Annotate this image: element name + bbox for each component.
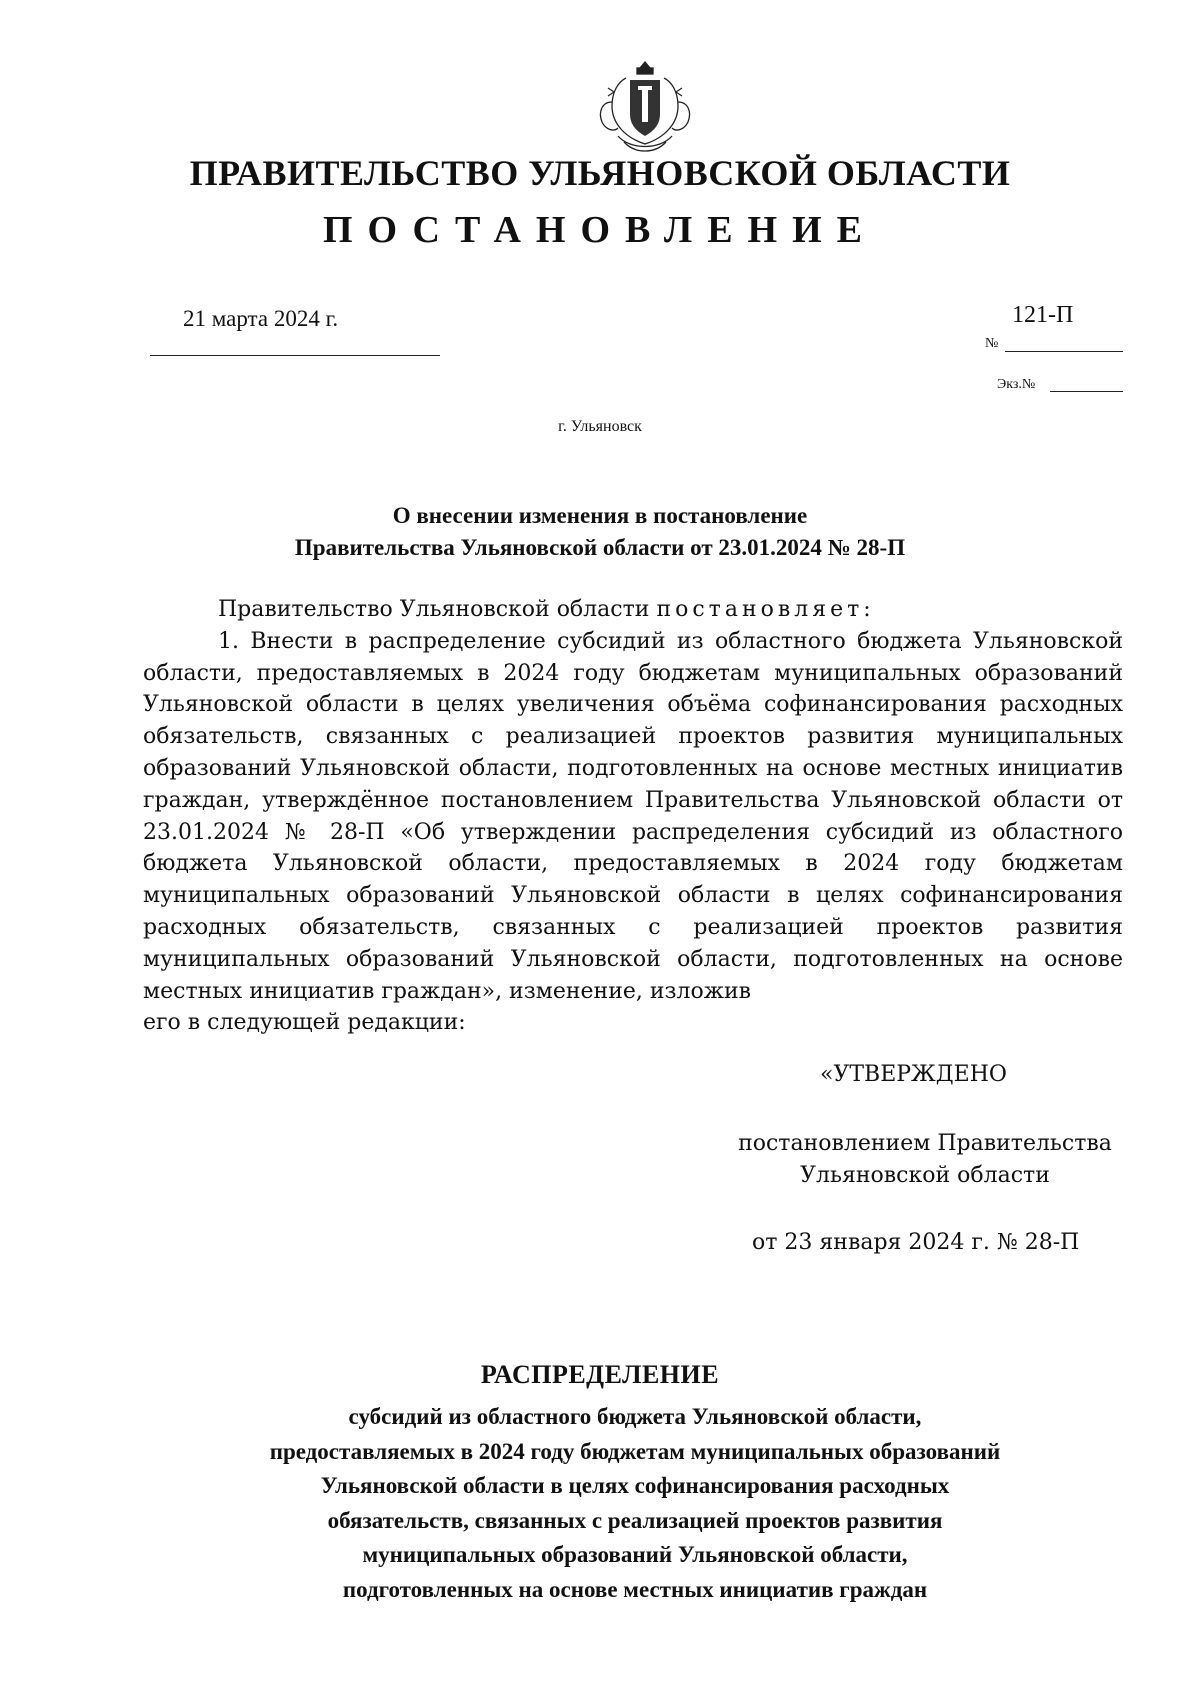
item-1-last-line: его в следующей редакции: bbox=[143, 1010, 466, 1036]
approved-by bbox=[700, 1128, 1150, 1192]
distribution-line: субсидий из областного бюджета Ульяновской области, bbox=[348, 1404, 922, 1429]
preamble-verb: постановляет: bbox=[656, 597, 875, 622]
preamble bbox=[143, 594, 1123, 626]
government-title: ПРАВИТЕЛЬСТВО УЛЬЯНОВСКОЙ ОБЛАСТИ bbox=[189, 153, 1011, 193]
document-number: 121-П bbox=[1012, 302, 1074, 328]
distribution-line: Ульяновской области в целях софинансирования расходных bbox=[320, 1473, 950, 1498]
approved-by-line: Ульяновской области bbox=[800, 1163, 1050, 1188]
item-1-text: 1. Внести в распределение субсидий из областного бюджета Ульяновской области, предоставляемых в 2024 году бюджетам муниципальных образований Ульяновской области в целях увеличения объёма софинансирования расходных обязательств, связанных с реализацией проектов развития муниципальных образований Ульяновской области, подготовленных на основе местных инициатив граждан, утверждённое постановлением Правительства Ульяновской области от 23.01.2024 № 28-П «Об утверждении распределения субсидий из областного бюджета Ульяновской области, предоставляемых в 2024 году бюджетам муниципальных образований Ульяновской области в целях софинансирования расходных обязательств, связанных с реализацией проектов развития муниципальных образований Ульяновской области, подготовленных на основе местных инициатив граждан», изменение, изложив bbox=[143, 628, 1123, 1004]
preamble-prefix: Правительство Ульяновской области bbox=[218, 597, 650, 622]
city: г. Ульяновск bbox=[558, 418, 642, 435]
distribution-subtitle bbox=[0, 1400, 1200, 1607]
subject-line: О внесении изменения в постановление bbox=[392, 503, 808, 528]
copy-number-label: Экз.№ bbox=[997, 377, 1036, 392]
distribution-line: предоставляемых в 2024 году бюджетам муниципальных образований bbox=[269, 1438, 1001, 1464]
item-1 bbox=[143, 626, 1123, 1008]
approved-date: от 23 января 2024 г. № 28-П bbox=[752, 1230, 1080, 1255]
subject-line: Правительства Ульяновской области от 23.01.2024 № 28-П bbox=[294, 535, 906, 560]
distribution-line: обязательств, связанных с реализацией проектов развития bbox=[327, 1507, 943, 1533]
distribution-title: РАСПРЕДЕЛЕНИЕ bbox=[480, 1360, 720, 1389]
coat-of-arms-emblem bbox=[590, 58, 700, 158]
approved-by-line: постановлением Правительства bbox=[738, 1131, 1112, 1156]
document-subject bbox=[0, 500, 1200, 564]
copy-number-underline bbox=[1050, 391, 1123, 392]
number-label: № bbox=[985, 336, 999, 351]
document-type-title: ПОСТАНОВЛЕНИЕ bbox=[322, 209, 878, 251]
document-body bbox=[143, 594, 1123, 1039]
distribution-line: муниципальных образований Ульяновской области, bbox=[362, 1542, 908, 1567]
number-underline bbox=[1005, 351, 1123, 352]
document-date: 21 марта 2024 г. bbox=[183, 306, 339, 331]
approved-stamp-text: «УТВЕРЖДЕНО bbox=[820, 1062, 1007, 1087]
date-underline bbox=[150, 355, 440, 356]
distribution-line: подготовленных на основе местных инициатив граждан bbox=[342, 1576, 928, 1602]
